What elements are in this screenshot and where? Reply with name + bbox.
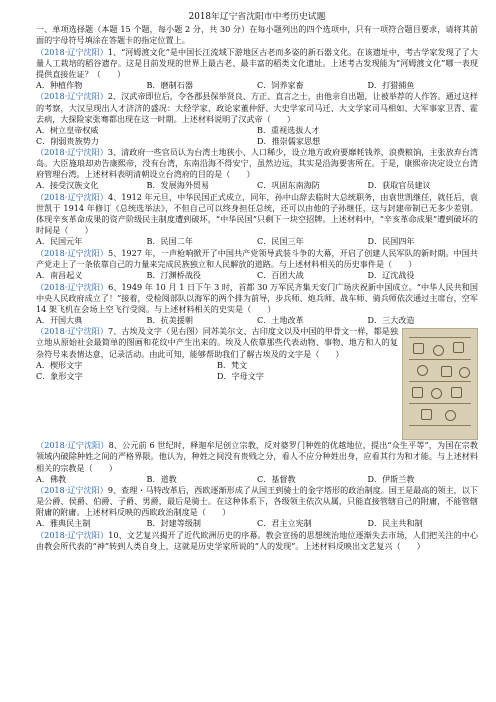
option-b[interactable]: B．重视选拔人才	[257, 124, 320, 135]
option-d[interactable]: D．三大改造	[367, 314, 415, 325]
question-1	[36, 47, 478, 80]
options-1	[36, 80, 478, 91]
question-8	[36, 440, 478, 473]
option-a[interactable]: A．树立皇帝权威	[36, 124, 99, 135]
option-c[interactable]: C．巩固东南海防	[257, 180, 320, 191]
question-text: 9、查理・马特改革后，西欧逐渐形成了从国王到骑士的金字塔形的政治制度。国王是最高的领主，以下是公爵、侯爵、伯爵、子爵、男爵，最后是骑士。在这种体系下，各级领主依次从属，只能直接管辖自己的附庸，不能管辖附庸的附庸。上述材料反映的西欧政治制度是（ ）	[36, 485, 479, 518]
question-text: 4、1912 年元旦，中华民国正式成立，同年，孙中山辞去临时大总统职务，由袁世凯继任，就任后，袁世凯于 1914 年修订《总统选举法》，不但自己可以终身担任总统，还可以由他的子孙继任，这与封建帝制已无多少差别。体现辛亥革命成果的资产阶级民主制度遭到破坏，“中华民国”只剩下一块空招牌。上述材料中，“辛亥革命成果”遭到破坏的时间是（ ）	[36, 192, 478, 236]
option-a[interactable]: A．开国大典	[36, 314, 83, 325]
option-b[interactable]: B．磨制石器	[146, 79, 193, 90]
question-text: 7、古埃及文字（见右图）同苏美尔文、古印度文以及中国的甲骨文一样，都是独立地从原始社会最简单的图画和花纹中产生出来的。埃及人依靠那些代表动物、事物、地方和人的复杂符号来表情达意，记录活动。由此可知，能够帮助我们了解古埃及的文字是（ ）	[36, 326, 399, 359]
question-10	[36, 530, 478, 552]
question-source-tag: （2018·辽宁沈阳）	[36, 46, 108, 57]
option-d[interactable]: D．打猎捕鱼	[367, 79, 415, 90]
page-title: 2018年辽宁省沈阳市中考历史试题	[188, 12, 326, 22]
option-d[interactable]: D．推崇儒家思想	[257, 135, 321, 146]
question-source-tag: （2018·辽宁沈阳）	[36, 529, 109, 540]
question-source-tag: （2018·辽宁沈阳）	[36, 192, 109, 203]
option-c[interactable]: C．民国三年	[257, 236, 304, 247]
options-8	[36, 474, 478, 485]
option-c[interactable]: C．君主立宪制	[257, 518, 312, 529]
question-2	[36, 91, 478, 124]
question-6	[36, 282, 478, 315]
option-a[interactable]: A．佛教	[36, 473, 67, 484]
options-2	[36, 125, 478, 136]
option-d[interactable]: D．民国四年	[367, 236, 415, 247]
option-d[interactable]: D．民主共和制	[367, 518, 423, 529]
question-source-tag: （2018·辽宁沈阳）	[36, 281, 109, 292]
option-a[interactable]: A．民国元年	[36, 236, 83, 247]
question-text: 1、“河姆渡文化”是中国长江流域下游地区古老而多姿的新石器文化。在该遗址中，考古学家发现了了大量人工栽培的稻谷遗存。这是目前发现的世界上最古老、最丰富的稻类文化遗址。上述考古发现能为“河姆渡文化”哪一表现提供直接佐证？（ ）	[36, 46, 478, 79]
options-7	[36, 360, 398, 371]
question-source-tag: （2018·辽宁沈阳）	[36, 247, 109, 258]
options-3	[36, 180, 478, 191]
option-a[interactable]: A．雅典民主制	[36, 518, 91, 529]
option-b[interactable]: B．民国二年	[146, 236, 193, 247]
question-text: 8、公元前 6 世纪时，释迦牟尼创立宗教，反对婆罗门种姓的优越地位，提出“众生平等”，为国在宗教领域内破除种姓之间的严格界限。他认为，种姓之间没有贵贱之分，看人不应分种姓出身，应看其行为和才能。与上述材料相关的宗教是（ ）	[36, 440, 478, 473]
question-source-tag: （2018·辽宁沈阳）	[36, 440, 109, 451]
option-b[interactable]: B．汀渊桥战役	[146, 270, 202, 280]
option-a[interactable]: A．南昌起义	[36, 270, 83, 280]
options-9	[36, 518, 478, 529]
option-b[interactable]: B．封建等级制	[146, 518, 202, 529]
question-source-tag: （2018·辽宁沈阳）	[36, 326, 109, 337]
question-text: 2、汉武帝即位后，令各郡县保举贤良、方正、直言之士，由他亲自出题，让被举荐的人作答。通过这样的考察，大汉呈现出人才济济的盛况：大经学家、政论家董仲舒、大史学家司马迁、大文学家司马相如、大军事家卫青、霍去病，大探险家张骞都出现在这一时期。上述材料说明了汉武帝（ ）	[36, 91, 479, 124]
option-a[interactable]: A．楔形文字	[36, 359, 83, 370]
option-a[interactable]: A．种植作物	[36, 79, 83, 90]
option-c[interactable]: C．象形文字	[36, 370, 83, 381]
option-b[interactable]: B．抗美援朝	[146, 314, 193, 325]
question-7	[36, 326, 398, 359]
option-b[interactable]: B．梵文	[217, 359, 248, 370]
section-instructions: 一、单项选择题（本题 15 个题，每小题 2 分，共 30 分）在每小题列出的四个选项中，只有一项符合题目要求，请将其前面的字母符号填涂在答题卡的指定位置上。	[36, 24, 478, 46]
option-c[interactable]: C．饲养家畜	[257, 79, 304, 90]
question-text: 3、清政府一些官员认为台湾土地狭小、人口稀少，设立地方政府要靡耗钱养，浪费粮饷，主张放弃台湾岛。大臣施琅却劝告康熙帝，没有台湾，东南沿海不得安宁，虽然边远，其实是沿海要害所在。于是，康熙帝决定设立台湾府管理台湾。上述材料表明清朝设立台湾府的目的是（ ）	[36, 147, 479, 180]
question-5	[36, 248, 478, 270]
question-source-tag: （2018·辽宁沈阳）	[36, 485, 108, 496]
option-a[interactable]: A．接受汉族文化	[36, 180, 99, 191]
hieroglyph-tablet-image	[402, 328, 478, 440]
question-text: 5、1927 年，一声枪响掀开了中国共产党领导武装斗争的大幕，开启了创建人民军队的新时期。中国共产党走上了一条依靠自己的力量来完成民族独立和人民解放的道路。与上述材料相关的历史事件是（ ）	[36, 247, 478, 269]
option-b[interactable]: B．发展海外贸易	[146, 180, 210, 191]
option-c[interactable]: C．基督教	[257, 473, 296, 484]
option-c[interactable]: C．百团大战	[257, 270, 304, 280]
question-3	[36, 147, 478, 180]
option-c[interactable]: C．削弱贵族势力	[36, 135, 99, 146]
question-4	[36, 192, 478, 236]
question-text: 10、文艺复兴揭开了近代欧洲历史的序幕。教会宣扬的思想统治地位逐渐失去市场，人们把关注的中心由教会所代表的“神”转到人类自身上，这就是历史学家所说的“人的发现”。上述材料反映出文艺复兴（ ）	[36, 529, 478, 552]
question-7-block	[36, 326, 478, 440]
option-b[interactable]: B．道教	[146, 473, 177, 484]
options-6	[36, 315, 478, 326]
question-9	[36, 485, 478, 518]
option-d[interactable]: D．伊斯兰教	[367, 473, 415, 484]
option-c[interactable]: C．土地改革	[257, 314, 304, 325]
option-d[interactable]: D．字母文字	[217, 370, 264, 381]
options-4	[36, 236, 478, 247]
option-d[interactable]: D．辽沈战役	[367, 270, 415, 280]
options-5	[36, 270, 478, 281]
options-7b	[36, 371, 398, 382]
options-2b	[36, 136, 478, 147]
question-source-tag: （2018·辽宁沈阳）	[36, 147, 108, 158]
question-text: 6、1949 年 10 月 1 日下午 3 时，首都 30 万军民齐集天安门广场庆祝新中国成立。“中华人民共和国中央人民政府成立了！”接着，受检阅部队以海军的两个排为前导，步兵师、炮兵师、战车师、骑兵师依次通过主席台，空军 14 架飞机在会场上空飞行受阅。与上述材料相关的史实是（ ）	[36, 281, 479, 314]
question-source-tag: （2018·辽宁沈阳）	[36, 91, 108, 102]
option-d[interactable]: D．获取官员建议	[367, 180, 431, 191]
